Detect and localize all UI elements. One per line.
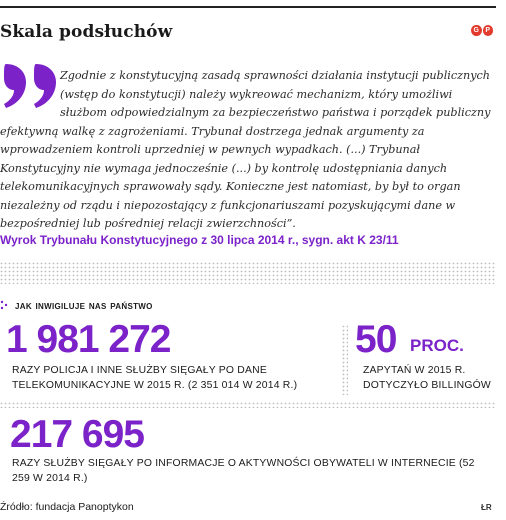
stat-description: RAZY POLICJA I INNE SŁUŻBY SIĘGAŁY PO DANE TELEKOMUNIKACYJNE W 2015 R. (2 351 014 W 2014 R.) [12,365,298,391]
quote-source: Wyrok Trybunału Konstytucyjnego z 30 lipca 2014 r., sygn. akt K 23/11 [0,233,399,247]
stat-unit: PROC. [410,336,464,355]
brand-logo-mark-p: P [483,25,494,36]
footer-credit: ŁR [481,503,492,512]
stat-value: 50 [355,318,397,361]
stat-description: RAZY SŁUŻBY SIĘGAŁY PO INFORMACJE O AKTYWNOŚCI OBYWATELI W INTERNECIE (52 259 W 2014 R.) [12,458,475,484]
brand-logo-mark-g: G [471,25,482,36]
top-rule [0,6,496,8]
footer-source: Źródło: fundacja Panoptykon [0,501,134,513]
stat-value: 1 981 272 [6,318,171,361]
section-heading-label: jak inwigiluje nas państwo [15,298,153,312]
quote-block [0,67,496,234]
arrow-icon [0,300,10,310]
horizontal-dotted-divider [0,402,496,408]
quote-text: Zgodnie z konstytucyjną zasadą sprawności działania instytucji publicznych (wstęp do konstytucji) należy wykreować mechanizm, który umożliwi służbom odpowiedzialnym za bezpieczeństwo państwa i porządek publiczny efektywną walkę z zagrożeniami. Trybunał dostrzega jednak argumenty za wprowadzeniem kontroli uprzedniej w pewnych wypadkach. (...) Trybunał Konstytucyjny nie wymaga jednocześnie (...) by kontrolę udostępniania danych telekomunikacyjnych sprawowały sądy. Konieczne jest natomiast, by był to organ niezależny od rządu i niepozostający z funkcjonariuszami pozyskującymi dane w bezpośredniej lub pośredniej relacji zwierzchności”. [0,69,491,230]
dotted-separator [0,262,496,284]
vertical-dotted-divider [342,325,348,395]
stat-value: 217 695 [10,413,144,456]
brand-logo [471,25,493,37]
section-heading [0,298,153,312]
stat-description: ZAPYTAŃ W 2015 R. DOTYCZYŁO BILLINGÓW [363,365,491,391]
page-title: Skala podsłuchów [0,22,173,42]
